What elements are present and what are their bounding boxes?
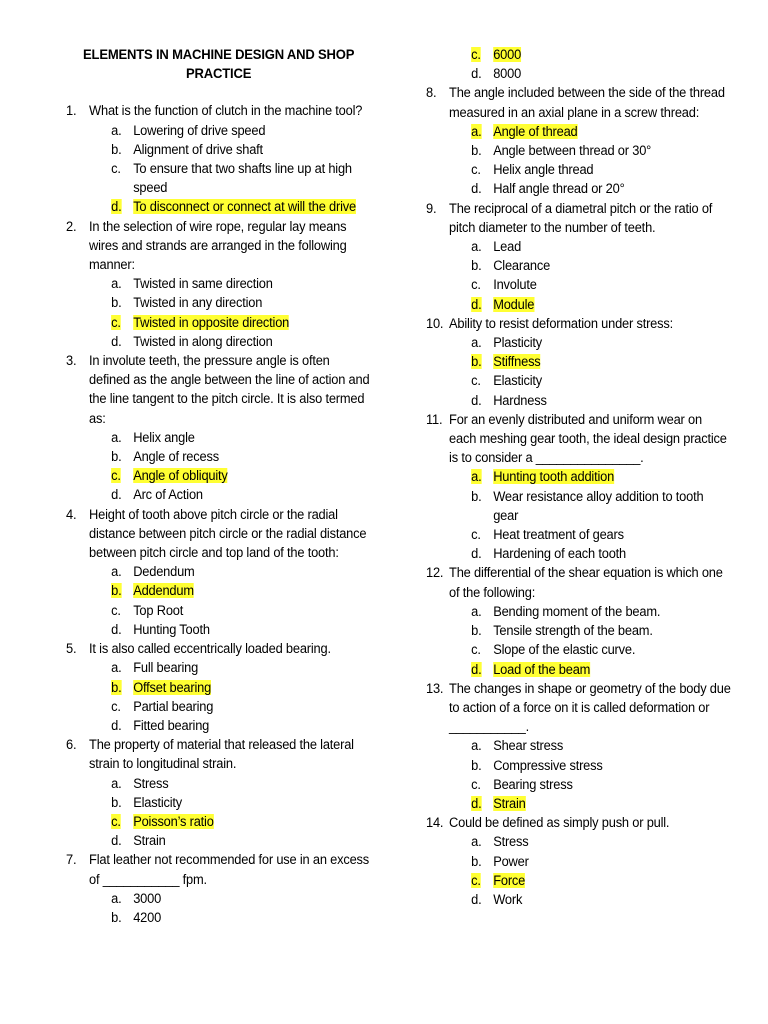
option-text: Full bearing (133, 660, 199, 676)
question-number: 4. (66, 506, 77, 522)
option-letter: a. (111, 890, 122, 906)
question-number: 6. (66, 737, 77, 753)
question-number: 3. (66, 353, 77, 369)
option-text: Lead (493, 239, 522, 255)
option-text: Addendum (133, 583, 194, 599)
option-letter: d. (111, 199, 122, 215)
question (66, 735, 371, 773)
question (426, 314, 731, 333)
option-letter: c. (111, 468, 121, 484)
question-block (426, 679, 731, 813)
right-column (426, 45, 731, 909)
answer-option (66, 697, 371, 716)
option-letter: a. (471, 603, 482, 619)
question-text: The angle included between the side of the thread measured in an axial plane in a screw thread: (449, 85, 725, 120)
option-text: Elasticity (133, 794, 183, 810)
option-letter: c. (471, 277, 481, 293)
option-text: Involute (493, 277, 537, 293)
answer-option-highlighted (426, 122, 731, 141)
answer-option-highlighted (426, 45, 731, 64)
option-text: To disconnect or connect at will the drive (133, 199, 356, 215)
answer-option (66, 908, 371, 927)
option-letter: a. (471, 469, 482, 485)
option-text: Bending moment of the beam. (493, 603, 661, 619)
option-text: To ensure that two shafts line up at high speed (133, 161, 352, 196)
option-letter: b. (471, 488, 482, 504)
question-text: What is the function of clutch in the machine tool? (89, 103, 363, 119)
option-letter: c. (471, 776, 481, 792)
question (66, 639, 371, 658)
answer-option-highlighted (66, 313, 371, 332)
question-number: 10. (426, 315, 444, 331)
option-letter: b. (111, 141, 122, 157)
option-letter: d. (111, 621, 122, 637)
option-letter: a. (111, 564, 122, 580)
option-text: 4200 (133, 909, 162, 925)
question-text: For an evenly distributed and uniform wear on each meshing gear tooth, the ideal design practice is to consider a _______________. (449, 411, 727, 466)
answer-option (426, 256, 731, 275)
option-letter: a. (471, 335, 482, 351)
option-letter: c. (471, 872, 481, 888)
answer-option (66, 562, 371, 581)
option-text: 3000 (133, 890, 162, 906)
option-letter: a. (471, 738, 482, 754)
question-block (426, 199, 731, 314)
question-block (426, 813, 731, 909)
answer-option-highlighted (66, 581, 371, 600)
question (426, 410, 731, 468)
question-number: 5. (66, 641, 77, 657)
answer-option (426, 525, 731, 544)
answer-option (66, 428, 371, 447)
option-letter: d. (471, 891, 482, 907)
option-text: Poisson’s ratio (133, 813, 214, 829)
option-text: Stress (133, 775, 169, 791)
option-text: Top Root (133, 602, 184, 618)
option-letter: b. (111, 794, 122, 810)
answer-option (426, 237, 731, 256)
answer-option (66, 658, 371, 677)
option-text: Dedendum (133, 564, 195, 580)
option-letter: c. (471, 642, 481, 658)
option-text: Arc of Action (133, 487, 203, 503)
answer-option (426, 621, 731, 640)
option-text: Force (493, 872, 526, 888)
option-text: Stress (493, 834, 529, 850)
question (426, 679, 731, 737)
option-text: Hunting Tooth (133, 621, 210, 637)
question-block (426, 83, 731, 198)
answer-option (426, 333, 731, 352)
answer-option (426, 756, 731, 775)
question (426, 563, 731, 601)
answer-option (66, 793, 371, 812)
option-letter: b. (471, 258, 482, 274)
answer-option-highlighted (66, 678, 371, 697)
option-letter: a. (471, 239, 482, 255)
answer-option-highlighted (66, 197, 371, 216)
option-letter: c. (111, 314, 121, 330)
answer-option-highlighted (66, 812, 371, 831)
option-text: Strain (133, 833, 166, 849)
question-number: 1. (66, 103, 77, 119)
answer-option (426, 487, 731, 525)
answer-option (66, 293, 371, 312)
answer-option (426, 775, 731, 794)
option-letter: d. (111, 717, 122, 733)
answer-option (66, 716, 371, 735)
question-number: 12. (426, 565, 444, 581)
option-text: Elasticity (493, 373, 543, 389)
answer-option (66, 447, 371, 466)
question-number: 9. (426, 200, 437, 216)
option-letter: d. (471, 296, 482, 312)
option-letter: a. (111, 122, 122, 138)
option-letter: d. (471, 66, 482, 82)
option-text: Load of the beam (493, 661, 591, 677)
option-text: Helix angle (133, 429, 195, 445)
answer-option (426, 64, 731, 83)
answer-option-highlighted (426, 660, 731, 679)
option-text: Strain (493, 795, 526, 811)
question (66, 217, 371, 275)
option-text: Angle of recess (133, 449, 219, 465)
option-text: Twisted in along direction (133, 333, 273, 349)
option-letter: d. (471, 661, 482, 677)
option-text: Partial bearing (133, 698, 214, 714)
option-letter: a. (471, 834, 482, 850)
option-letter: d. (471, 546, 482, 562)
option-text: Angle of obliquity (133, 468, 228, 484)
answer-option (426, 832, 731, 851)
option-text: Twisted in same direction (133, 276, 273, 292)
answer-option (66, 332, 371, 351)
answer-option (66, 159, 371, 197)
answer-option (426, 275, 731, 294)
answer-option (426, 179, 731, 198)
option-text: Angle of thread (493, 123, 578, 139)
option-text: Angle between thread or 30° (493, 143, 652, 159)
question-block (426, 314, 731, 410)
question-text: It is also called eccentrically loaded bearing. (89, 641, 331, 657)
option-letter: b. (471, 143, 482, 159)
option-text: Work (493, 891, 523, 907)
option-text: Plasticity (493, 335, 543, 351)
answer-option (426, 640, 731, 659)
option-text: 8000 (493, 66, 522, 82)
question (426, 199, 731, 237)
question-text: The property of material that released the lateral strain to longitudinal strain. (89, 737, 354, 772)
option-letter: b. (111, 295, 122, 311)
answer-option-highlighted (426, 295, 731, 314)
answer-option (426, 160, 731, 179)
question-number: 8. (426, 85, 437, 101)
option-letter: d. (111, 487, 122, 503)
question-block (426, 45, 731, 83)
option-text: Slope of the elastic curve. (493, 642, 636, 658)
option-letter: b. (111, 909, 122, 925)
question-block (66, 639, 371, 735)
answer-option (426, 890, 731, 909)
question-block (66, 101, 371, 216)
answer-option (66, 274, 371, 293)
question-number: 7. (66, 852, 77, 868)
question-text: Height of tooth above pitch circle or the radial distance between pitch circle or the radial distance between pitch circle and top land of the tooth: (89, 506, 367, 561)
answer-option-highlighted (426, 794, 731, 813)
option-text: 6000 (493, 47, 522, 62)
answer-option (66, 774, 371, 793)
option-letter: a. (471, 123, 482, 139)
question (66, 351, 371, 428)
option-text: Twisted in opposite direction (133, 314, 290, 330)
question-block (66, 735, 371, 850)
question (66, 101, 371, 120)
option-text: Clearance (493, 258, 551, 274)
option-text: Bearing stress (493, 776, 573, 792)
question-text: In involute teeth, the pressure angle is often defined as the angle between the line of action and the line tangent to the pitch circle. It is also termed as: (89, 353, 370, 426)
option-letter: a. (111, 775, 122, 791)
answer-option-highlighted (426, 467, 731, 486)
option-text: Shear stress (493, 738, 564, 754)
option-letter: c. (111, 161, 121, 177)
option-text: Half angle thread or 20° (493, 181, 625, 197)
option-letter: c. (471, 47, 481, 62)
option-letter: d. (111, 333, 122, 349)
answer-option (66, 121, 371, 140)
answer-option (66, 620, 371, 639)
question-block (66, 850, 371, 927)
option-text: Power (493, 853, 529, 869)
question-text: Flat leather not recommended for use in an excess of ___________ fpm. (89, 852, 370, 887)
option-letter: c. (471, 373, 481, 389)
question (66, 850, 371, 888)
question (426, 813, 731, 832)
option-letter: d. (471, 181, 482, 197)
option-letter: a. (111, 660, 122, 676)
option-text: Alignment of drive shaft (133, 141, 263, 157)
question-block (66, 505, 371, 639)
question-text: The changes in shape or geometry of the body due to action of a force on it is called deformation or ___________. (449, 680, 731, 735)
option-text: Tensile strength of the beam. (493, 623, 653, 639)
answer-option (66, 140, 371, 159)
option-letter: d. (471, 795, 482, 811)
left-column (66, 45, 371, 927)
question (426, 83, 731, 121)
question-text: Could be defined as simply push or pull. (449, 815, 670, 831)
answer-option (426, 544, 731, 563)
option-letter: c. (111, 813, 121, 829)
option-letter: c. (111, 698, 121, 714)
question-list (66, 101, 371, 927)
option-text: Hunting tooth addition (493, 469, 615, 485)
option-letter: d. (471, 392, 482, 408)
option-letter: c. (471, 527, 481, 543)
option-letter: b. (471, 354, 482, 370)
question-block (426, 563, 731, 678)
answer-option (426, 371, 731, 390)
option-text: Hardness (493, 392, 547, 408)
option-letter: b. (111, 583, 122, 599)
option-text: Stiffness (493, 354, 541, 370)
option-letter: c. (111, 602, 121, 618)
option-letter: d. (111, 833, 122, 849)
question-text: In the selection of wire rope, regular lay means wires and strands are arranged in the following manner: (89, 218, 347, 273)
answer-option (426, 602, 731, 621)
option-text: Offset bearing (133, 679, 212, 695)
option-text: Twisted in any direction (133, 295, 263, 311)
document-title: ELEMENTS IN MACHINE DESIGN AND SHOP PRACTICE (83, 47, 355, 82)
answer-option (66, 601, 371, 620)
answer-option-highlighted (426, 871, 731, 890)
answer-option-highlighted (66, 466, 371, 485)
option-text: Lowering of drive speed (133, 122, 266, 138)
question-text: The differential of the shear equation is which one of the following: (449, 565, 723, 600)
answer-option (66, 831, 371, 850)
question-number: 2. (66, 218, 77, 234)
question-number: 13. (426, 680, 444, 696)
answer-option (66, 889, 371, 908)
option-text: Heat treatment of gears (493, 527, 624, 543)
option-text: Fitted bearing (133, 717, 210, 733)
question (66, 505, 371, 563)
question-text: The reciprocal of a diametral pitch or the ratio of pitch diameter to the number of teeth. (449, 200, 713, 235)
answer-option (426, 141, 731, 160)
answer-option (426, 736, 731, 755)
option-text: Helix angle thread (493, 162, 594, 178)
option-letter: b. (471, 853, 482, 869)
answer-option (426, 852, 731, 871)
option-letter: b. (111, 449, 122, 465)
question-block (66, 351, 371, 505)
question-list (426, 45, 731, 909)
option-letter: b. (111, 679, 122, 695)
option-letter: c. (471, 162, 481, 178)
option-text: Compressive stress (493, 757, 603, 773)
question-number: 14. (426, 815, 444, 831)
answer-option (426, 391, 731, 410)
question-block (66, 217, 371, 351)
option-text: Hardening of each tooth (493, 546, 627, 562)
answer-option (66, 485, 371, 504)
option-letter: a. (111, 429, 122, 445)
option-letter: b. (471, 623, 482, 639)
question-number: 11. (426, 411, 443, 427)
option-text: Module (493, 296, 535, 312)
question-text: Ability to resist deformation under stress: (449, 315, 673, 331)
question-block (426, 410, 731, 564)
option-letter: b. (471, 757, 482, 773)
option-letter: a. (111, 276, 122, 292)
answer-option-highlighted (426, 352, 731, 371)
option-text: Wear resistance alloy addition to tooth gear (493, 488, 704, 523)
